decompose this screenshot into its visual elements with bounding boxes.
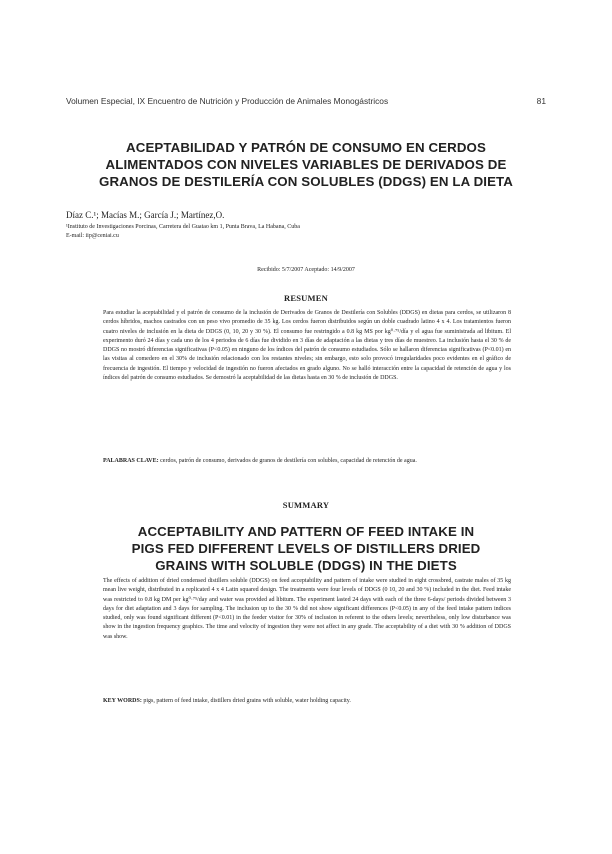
- keywords-label: PALABRAS CLAVE:: [103, 458, 159, 464]
- resumen-heading: RESUMEN: [284, 293, 328, 303]
- page-number: 81: [536, 96, 546, 106]
- title-en-line: ACCEPTABILITY AND PATTERN OF FEED INTAKE IN: [137, 524, 475, 539]
- key-words: [103, 697, 511, 706]
- keywords-text: cerdos, patrón de consumo, derivados de granos de destilería con solubles, capacidad de retención de agua.: [160, 458, 417, 464]
- resumen-body: Para estudiar la aceptabilidad y el patrón de consumo de la inclusión de Derivados de Granos de Destilería con Solubles (DDGS) en dietas para cerdos, se utilizaron 8 cerdos híbridos, machos castrados con un peso vivo promedio de 35 kg. Los cerdos fueron distribuidos según un doble cuadrado latino 4 x 4. Los tratamientos fueron cuatro niveles de inclusión en la dieta de DDGS (0, 10, 20 y 30 %). El consumo fue restringido a 0.8 kg MS por kg⁰·⁷⁵/día y el agua fue suministrada ad libitum. El experimento duró 24 días y cada uno de los 4 periodos de 6 días fue dividido en 3 días de adaptación a las dietas y tres días de muestreo. La inclusión hasta el 30 % de DDGS no mostró diferencias significativas (P<0.05) en ninguno de los índices del patrón de consumo estudiados. Sólo se hallaron diferencias significativas (P<0.01) en las visitas al comedero en el 30% de inclusión relacionado con los restantes niveles; sin embargo, esto solo provocó irregularidades poco evidentes en el gráfico de frecuencia de ingestión. El tiempo y velocidad de ingestión no fueron afectados en grado alguno. No se halló interacción entre la capacidad de retención de agua y los índices del patrón de consumo estudiados. Se demostró la aceptabilidad de las dietas hasta en 30 % de inclusión de DDGS.: [103, 310, 511, 382]
- article-title-es: [66, 139, 546, 190]
- keywords-text: pigs, pattern of feed intake, distillers dried grains with soluble, water holding capacity.: [143, 698, 351, 704]
- running-title: Volumen Especial, IX Encuentro de Nutrición y Producción de Animales Monogástricos: [66, 96, 389, 106]
- institution: ¹Instituto de Investigaciones Porcinas, Carretera del Guatao km 1, Punta Brava, La Habana, Cuba: [66, 224, 300, 230]
- title-en-line: PIGS FED DIFFERENT LEVELS OF DISTILLERS DRIED: [131, 541, 481, 556]
- keywords-label: KEY WORDS:: [103, 698, 142, 704]
- affiliation: [66, 223, 546, 241]
- received-dates: Recibido: 5/7/2007 Aceptado: 14/9/2007: [257, 267, 355, 273]
- running-header: [66, 96, 546, 106]
- summary-body: The effects of addition of dried condensed distillers soluble (DDGS) on feed acceptability and pattern of intake were studied in eight crossbred, castrate males of 35 kg mean live weight, distributed in a replicated 4 x 4 Latin squared design. The treatments were four levels of DDGS (0 10, 20 and 30 %) included in the diet. Feed intake was restricted to 0.8 kg DM per kg⁰·⁷⁵/day and water was provided ad libitum. The experiment lasted 24 days with each of the three 6-days/ periods divided between 3 days for diet adaptation and 3 days for sampling. The inclusion up to the 30 % did not show significant differences (P<0.05) in any of the feed intake pattern indices studied, only was found significant different (P<0.01) in the feeder visitor for 30% of inclusion in referent to the others levels; nevertheless, only low disturbance was show in the ingestion frequency graphics. The time and velocity of ingestion they were not affect in any grade. The acceptability of a diet with 30 % addition of DDGS was show.: [103, 578, 511, 640]
- title-es-line: ALIMENTADOS CON NIVELES VARIABLES DE DERIVADOS DE: [105, 157, 507, 172]
- summary-heading: SUMMARY: [282, 500, 330, 510]
- article-title-en: [66, 523, 546, 574]
- title-es-line: ACEPTABILIDAD Y PATRÓN DE CONSUMO EN CERDOS: [126, 140, 486, 155]
- authors: Díaz C.¹; Macías M.; García J.; Martínez,O.: [66, 210, 225, 220]
- email: E-mail: iip@ceniai.cu: [66, 233, 119, 239]
- palabras-clave: [103, 457, 511, 466]
- title-es-line: GRANOS DE DESTILERÍA CON SOLUBLES (DDGS) EN LA DIETA: [99, 174, 513, 189]
- title-en-line: GRAINS WITH SOLUBLE (DDGS) IN THE DIETS: [155, 558, 457, 573]
